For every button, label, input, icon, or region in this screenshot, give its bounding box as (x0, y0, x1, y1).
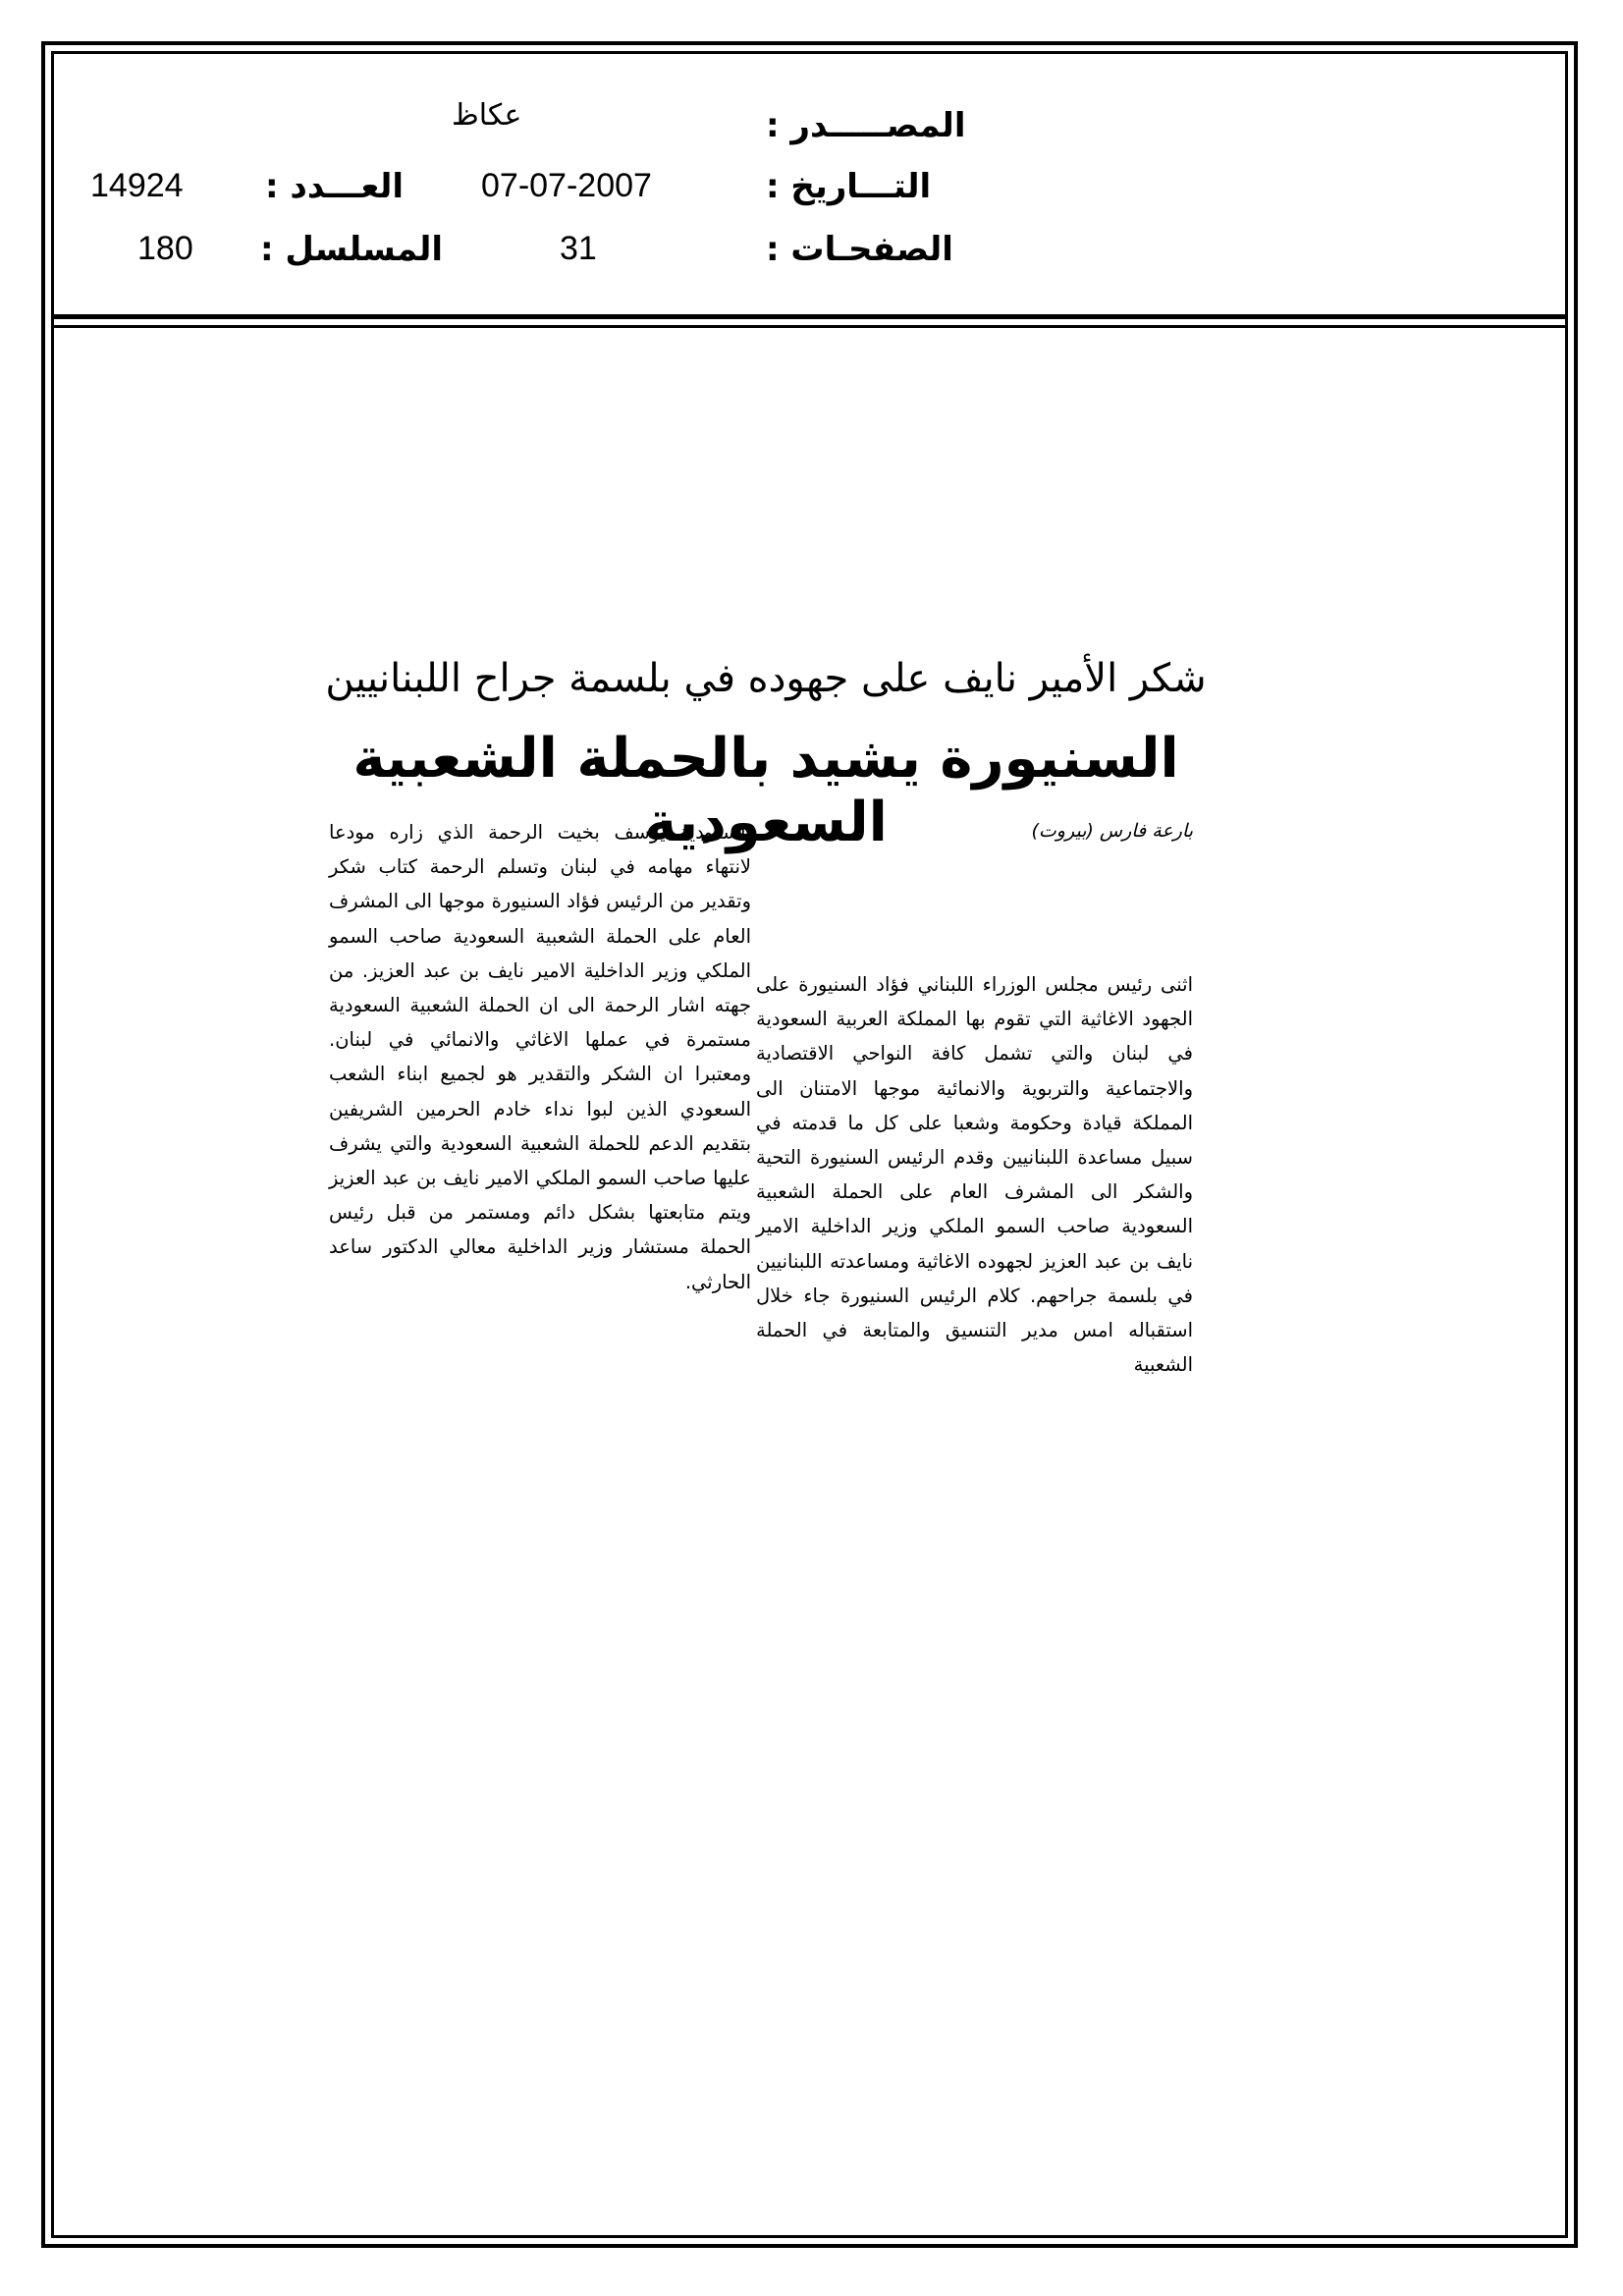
pages-label: الصفحـات : (766, 230, 953, 269)
article-subtitle: شكر الأمير نايف على جهوده في بلسمة جراح اللبنانيين (325, 656, 1207, 701)
article-column-left (329, 815, 751, 1345)
serial-label: المسلسل : (260, 230, 444, 269)
pages-value: 31 (560, 230, 597, 267)
article-title: السنيورة يشيد بالحملة الشعبية السعودية (352, 727, 1179, 854)
article-paragraph: اثنى رئيس مجلس الوزراء اللبناني فؤاد السنيورة على الجهود الاغاثية التي تقوم بها المملكة العربية السعودية في لبنان والتي تشمل كافة النواحي الاقتصادية والاجتماعية والتربوية والانمائية موجها الامتنان الى المملكة قيادة وحكومة وشعبا على كل ما قدمته في سبيل مساعدة اللبنانيين وقدم الرئيس السنيورة التحية والشكر الى المشرف العام على الحملة الشعبية السعودية صاحب السمو الملكي وزير الداخلية الامير نايف بن عبد العزيز لجهوده الاغاثية ومساعدته اللبنانيين في بلسمة جراحهم. كلام الرئيس السنيورة جاء خلال استقباله امس مدير التنسيق والمتابعة في الحملة الشعبية (756, 973, 1193, 1377)
article-column-right (756, 967, 1193, 1377)
date-label: التـــاريخ : (766, 167, 932, 206)
date-value: 07-07-2007 (481, 167, 652, 204)
article-paragraph: السعودية يوسف بخيت الرحمة الذي زاره مودعا لانتهاء مهامه في لبنان وتسلم الرحمة كتاب شكر وتقدير من الرئيس فؤاد السنيورة موجها الى المشرف العام على الحملة الشعبية السعودية صاحب السمو الملكي وزير الداخلية الامير نايف بن عبد العزيز. من جهته اشار الرحمة الى ان الحملة الشعبية السعودية مستمرة في عملها الاغاثي والانمائي في لبنان. ومعتبرا ان الشكر والتقدير هو لجميع ابناء الشعب السعودي الذين لبوا نداء خادم الحرمين الشريفين بتقديم الدعم للحملة الشعبية السعودية والتي يشرف عليها صاحب السمو الملكي الامير نايف بن عبد العزيز ويتم متابعتها بشكل دائم ومستمر من قبل رئيس الحملة مستشار وزير الداخلية معالي الدكتور ساعد الحارثي. (329, 821, 751, 1293)
header-divider (51, 314, 1568, 319)
issue-value: 14924 (90, 167, 184, 204)
article-byline: بارعة فارس (بيروت) (1031, 820, 1193, 842)
serial-value: 180 (137, 230, 193, 267)
source-label: المصـــــدر : (766, 106, 966, 145)
source-value: عكاظ (452, 98, 522, 133)
issue-label: العـــدد : (265, 167, 404, 206)
header-divider-thin (51, 325, 1568, 328)
